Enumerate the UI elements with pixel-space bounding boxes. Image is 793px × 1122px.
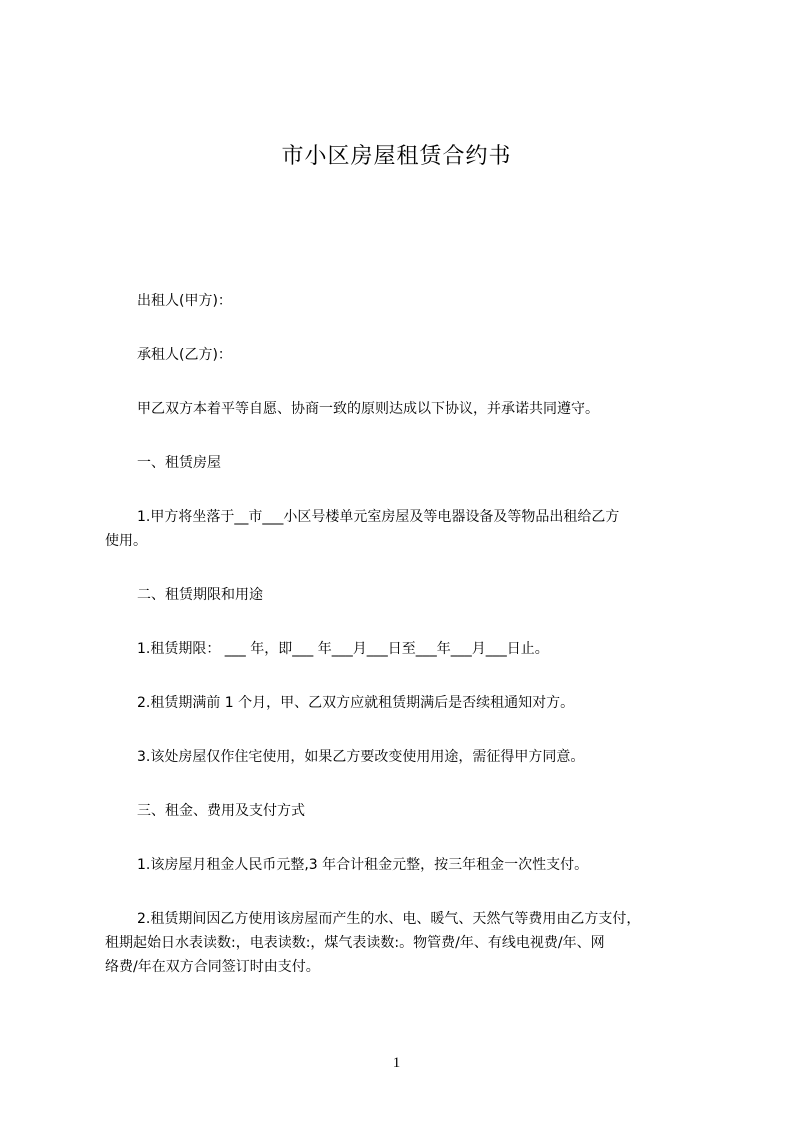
clause-3-2-line-2: 租期起始日水表读数:，电表读数:，煤气表读数:。物管费/年、有线电视费/年、网 — [105, 935, 605, 951]
clause-2-1: 1.租赁期限： ___ 年，即___ 年___月___日至___年___月___日止。 — [137, 641, 549, 657]
preamble-paragraph: 甲乙双方本着平等自愿、协商一致的原则达成以下协议，并承诺共同遵守。 — [137, 401, 599, 417]
lessee-line: 承租人(乙方)： — [137, 347, 232, 363]
section-heading-rent-payment: 三、租金、费用及支付方式 — [137, 803, 305, 819]
document-title: 市小区房屋租赁合约书 — [281, 144, 512, 169]
clause-1-1-line-2: 使用。 — [105, 533, 147, 549]
page-number: 1 — [392, 1055, 401, 1071]
clause-3-2-line-3: 络费/年在双方合同签订时由支付。 — [105, 959, 320, 975]
clause-2-3: 3.该处房屋仅作住宅使用，如果乙方要改变使用用途，需征得甲方同意。 — [137, 749, 585, 765]
section-heading-lease-property: 一、租赁房屋 — [137, 455, 221, 471]
clause-1-1-line-1: 1.甲方将坐落于__市___小区号楼单元室房屋及等电器设备及等物品出租给乙方 — [137, 509, 620, 525]
clause-3-1: 1.该房屋月租金人民币元整,3 年合计租金元整，按三年租金一次性支付。 — [137, 857, 589, 873]
lessor-line: 出租人(甲方)： — [137, 293, 232, 309]
section-heading-lease-term: 二、租赁期限和用途 — [137, 587, 263, 603]
clause-3-2-line-1: 2.租赁期间因乙方使用该房屋而产生的水、电、暖气、天然气等费用由乙方支付， — [137, 911, 641, 927]
clause-2-2: 2.租赁期满前 1 个月，甲、乙双方应就租赁期满后是否续租通知对方。 — [137, 695, 575, 711]
